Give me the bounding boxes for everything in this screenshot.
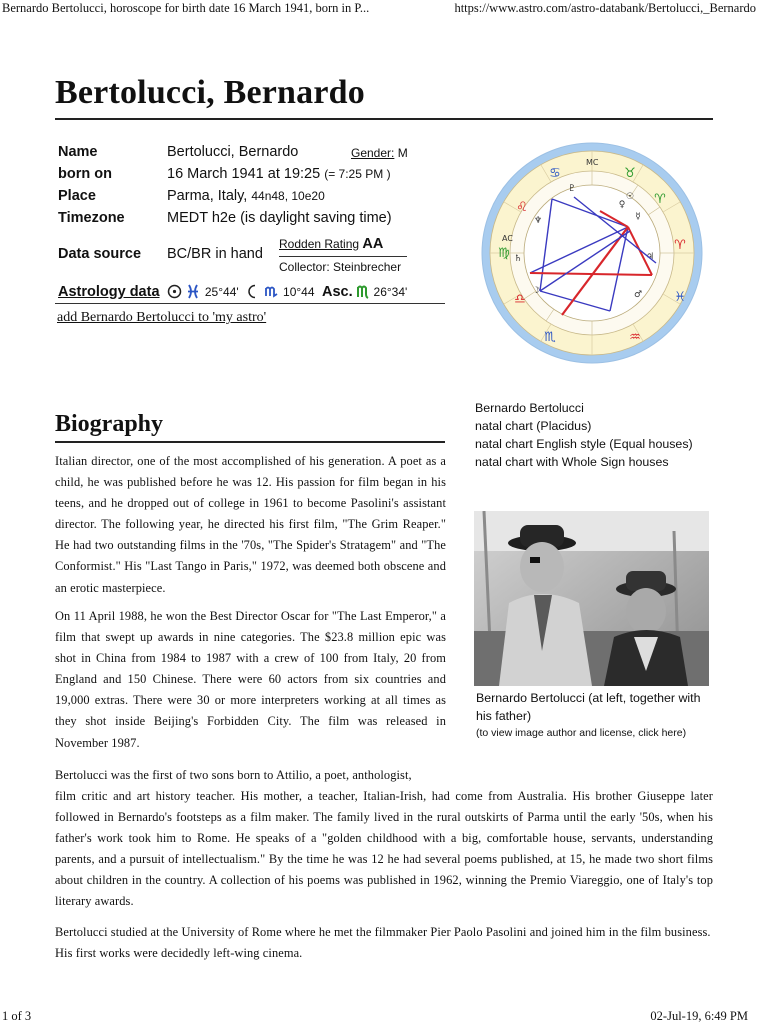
sun-icon [167, 284, 182, 299]
moon-icon [246, 284, 260, 299]
taurus-icon: ♉ [624, 166, 636, 181]
natal-chart-wheel[interactable] [480, 141, 704, 365]
photo-caption: Bernardo Bertolucci (at left, together with his father) [476, 691, 701, 723]
biography-paragraph-2: On 11 April 1988, he won the Best Director Oscar for "The Last Emperor," a film that swept up awards in nine categories. The $23.8 million epic was shot in China from 1984 to 1987 with a crew of 100 from Italy, 20 from England and 150 Chinese. There were 60 actors from six countries and 19,000 extras. There were 30 or more interpreters working at all times as they shot inside Beijing's Forbidden City. The film was released in November 1987. [55, 609, 446, 750]
sun-degree: 25°44' [204, 285, 239, 299]
chart-links [475, 399, 693, 471]
rodden-rating-link[interactable]: Rodden Rating [279, 237, 360, 251]
natal-chart-placidus-link[interactable]: natal chart (Placidus) [475, 419, 592, 433]
svg-text:♂: ♂ [633, 290, 643, 300]
leo-icon: ♌ [516, 200, 528, 215]
born-label: born on [58, 166, 112, 182]
scorpio-icon [265, 284, 279, 299]
print-timestamp: 02-Jul-19, 6:49 PM [650, 1009, 748, 1023]
aries-icon: ♈ [654, 192, 666, 207]
aries-fire-icon: ♈ [674, 238, 686, 253]
print-page-title: Bernardo Bertolucci, horoscope for birth date 16 March 1941, born in P... [2, 1, 370, 15]
photo-image [474, 511, 709, 686]
rodden-rating-value: AA [362, 236, 384, 252]
place-coordinates: 44n48, 10e20 [251, 189, 325, 203]
svg-text:☽: ☽ [531, 286, 541, 296]
birth-time-12h: (= 7:25 PM ) [324, 167, 391, 181]
biography-paragraph-3: film critic and art history teacher. His mother, a teacher, Italian-Irish, had come from Australia. His brother Giuseppe later followed in Bernardo's footsteps as a film maker. The family lived in the rural outskirts of Parma until the early '50s, when his father's work took him to Rome. He speaks of a "golden childhood with a big, comfortable house, servants, understanding parents, and a pursuit of intellectualism." By the time he was 12 he had several poems published, at 15, he made two short films about children in the country. A collection of his poems was published in 1962, winning the Premio Viareggio, one of Italy's top literary awards. [55, 789, 713, 909]
pisces-sign-icon: ♓ [674, 290, 686, 305]
svg-text:☿: ☿ [635, 212, 641, 222]
born-value [167, 166, 391, 182]
source-value: BC/BR in hand [167, 246, 263, 262]
midheaven-label: MC [586, 158, 599, 167]
rodden-divider [279, 256, 407, 257]
scorpio-sign-icon: ♏ [544, 330, 556, 345]
ascendant-degree: 26°34' [373, 285, 408, 299]
astrology-data-row [58, 283, 407, 301]
svg-text:☉: ☉ [625, 192, 635, 202]
biography-heading: Biography [55, 411, 164, 437]
place-name: Parma, Italy, [167, 188, 248, 204]
ascendant-label: Asc. [321, 284, 353, 300]
image-license-link[interactable]: (to view image author and license, click here) [476, 727, 687, 739]
collector [279, 260, 401, 274]
astro-divider [55, 303, 445, 304]
cancer-icon: ♋ [549, 166, 561, 181]
page-title: Bertolucci, Bernardo [55, 74, 365, 111]
collector-label: Collector: [279, 260, 330, 274]
add-to-my-astro-link[interactable]: add Bernardo Bertolucci to 'my astro' [57, 310, 267, 325]
pisces-icon [186, 284, 200, 299]
source-label: Data source [58, 246, 142, 262]
ascendant-axis-label: AC [502, 234, 513, 243]
biography-paragraph-3-start: Bertolucci was the first of two sons born to Attilio, a poet, anthologist, [55, 768, 412, 782]
gender-value: M [397, 146, 408, 160]
virgo-icon [357, 284, 369, 299]
print-page-number: 1 of 3 [2, 1009, 32, 1023]
biography-rule [55, 441, 445, 443]
aquarius-icon: ♒ [629, 330, 641, 345]
svg-text:♃: ♃ [645, 252, 655, 262]
biography-paragraph-1: Italian director, one of the most accomplished of his generation. A poet as a child, he was published before he was 12. His passion for film began in his teens, and he dropped out of college in 1961 to become Pasolini's assistant director. The following year, he directed his first film, "The Grim Reaper." He had two outstanding films in the '70s, "The Spider's Stratagem" and "The Conformist." His "Last Tango in Paris," 1972, was deemed both obscene and an erotic masterpiece. [55, 454, 446, 595]
title-rule [55, 118, 713, 120]
svg-text:♀: ♀ [618, 200, 626, 210]
gender-field [351, 146, 408, 160]
rodden-rating [279, 236, 383, 252]
svg-text:♄: ♄ [513, 254, 523, 264]
virgo-sign-icon: ♍ [498, 246, 510, 261]
print-url: https://www.astro.com/astro-databank/Bertolucci,_Bernardo [454, 1, 756, 15]
natal-chart-whole-sign-link[interactable]: natal chart with Whole Sign houses [475, 455, 669, 469]
svg-text:♆: ♆ [533, 216, 543, 226]
biography-paragraph-4: Bertolucci studied at the University of Rome where he met the filmmaker Pier Paolo Pasolini and joined him in the film business. His first works were decidedly left-wing cinema. [55, 925, 711, 961]
chart-person-name: Bernardo Bertolucci [475, 401, 584, 415]
birth-datetime: 16 March 1941 at 19:25 [167, 166, 321, 182]
collector-value: Steinbrecher [333, 260, 402, 274]
name-label: Name [58, 144, 98, 160]
timezone-value: MEDT h2e (is daylight saving time) [167, 210, 392, 226]
name-value: Bertolucci, Bernardo [167, 144, 299, 160]
timezone-label: Timezone [58, 210, 125, 226]
svg-text:♇: ♇ [567, 184, 577, 194]
place-label: Place [58, 188, 96, 204]
place-value [167, 188, 325, 204]
libra-icon: ♎ [514, 292, 526, 307]
moon-degree: 10°44 [283, 285, 315, 299]
natal-chart-english-link[interactable]: natal chart English style (Equal houses) [475, 437, 693, 451]
astrology-data-link[interactable]: Astrology data [58, 284, 160, 300]
gender-label[interactable]: Gender: [351, 146, 395, 160]
bertolucci-photo[interactable] [474, 511, 709, 686]
